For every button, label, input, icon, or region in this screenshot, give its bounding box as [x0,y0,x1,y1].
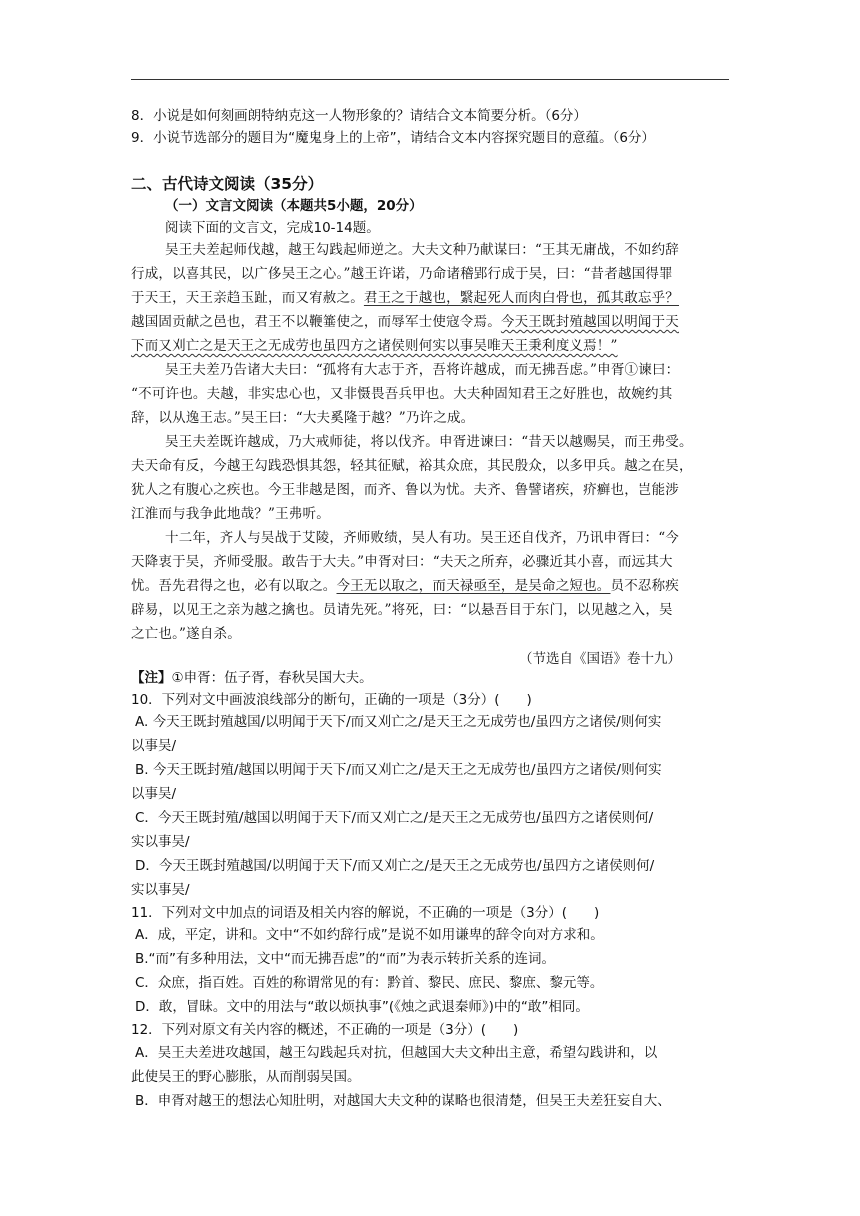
passage-p4-line5: 之亡也。”遂自杀。 [131,626,241,642]
q10-option-a-cont: 以事吴/ [131,738,177,754]
passage-p3-line1: 吴王夫差既许越成，乃大戒师徒，将以伐齐。申胥进谏曰：“昔天以越赐吴，而王弗受。 [165,434,693,450]
section-heading-classical: 二、古代诗文阅读（35分） [131,175,324,193]
question-11-stem: 11．下列对文中加点的词语及相关内容的解说，不正确的一项是（3分）( ) [131,905,600,921]
q12-option-b: B．申胥对越王的想法心知肚明，对越国大夫文种的谋略也很清楚，但吴王夫差狂妄自大、 [135,1093,671,1109]
passage-p3-line2: 夫天命有反，今越王勾践恐惧其怨，轻其征赋，裕其众庶，其民殷众，以多甲兵。越之在吴， [131,458,693,474]
q10-option-d-cont: 实以事吴/ [131,882,190,898]
q11-option-a: A．成，平定，讲和。文中“不如约辞行成”是说不如用谦卑的辞令向对方求和。 [135,927,604,943]
q10-option-b-cont: 以事吴/ [131,786,177,802]
q11-option-b: B.“而”有多种用法，文中“而无拂吾虑”的“而”为表示转折关系的连词。 [135,951,556,967]
passage-p3-line4: 江淮而与我争此地哉？”王弗听。 [131,506,330,522]
q10-option-c: C．今天王既封殖/越国以明闻于天下/而又刈亡之/是天王之无成劳也/虽四方之诸侯则何/ [135,810,654,826]
passage-p1-line1: 吴王夫差起师伐越，越王勾践起师逆之。大夫文种乃献谋曰：“王其无庸战，不如约辞 [165,242,680,258]
passage-p1-line4-text: 越国固贡献之邑也，君王不以鞭箠使之，而辱军士使寇令焉。 [131,314,501,330]
wavy-underlined-sentence-end: 下而又刈亡之是天王之无成劳也虽四方之诸侯则何实以事吴唯天王秉利度义焉！” [131,338,618,354]
q10-option-d: D．今天王既封殖越国/以明闻于天下/而又刈亡之/是天王之无成劳也/虽四方之诸侯则何/ [135,858,655,874]
question-9: 9．小说节选部分的题目为“魔鬼身上的上帝”，请结合文本内容探究题目的意蕴。（6分） [131,130,655,146]
passage-p1-line3 [131,288,679,308]
footnote-label: 【注】 [131,670,172,686]
underlined-sentence-1: 君王之于越也，繄起死人而肉白骨也，孤其敢忘乎？ [363,290,680,306]
reading-instruction: 阅读下面的文言文，完成10-14题。 [165,220,380,236]
q10-option-a: A. 今天王既封殖越国/以明闻于天下/而又刈亡之/是天王之无成劳也/虽四方之诸侯/则何实 [135,714,662,730]
passage-p2-line3: 辞，以从逸王志。”吴王曰：“大夫奚隆于越？”乃许之成。 [131,410,475,426]
q12-option-a: A．吴王夫差进攻越国，越王勾践起兵对抗，但越国大夫文种出主意，希望勾践讲和，以 [135,1045,658,1061]
passage-p1-line4 [131,312,679,332]
passage-p2-line1: 吴王夫差乃告诸大夫曰：“孤将有大志于齐，吾将许越成，而无拂吾虑。”申胥①谏曰： [165,362,680,378]
passage-p4-line1: 十二年，齐人与吴战于艾陵，齐师败绩，吴人有功。吴王还自伐齐，乃讯申胥曰：“今 [165,530,680,546]
subsection-heading-wenyan: （一）文言文阅读（本题共5小题，20分） [165,198,423,214]
q12-option-a-cont: 此使吴王的野心膨胀，从而削弱吴国。 [131,1069,361,1085]
passage-p4-line2: 天降衷于吴，齐师受服。敢告于大夫。”申胥对曰：“夫天之所弃，必骤近其小喜，而远其大 [131,554,673,570]
passage-p4-line3 [131,576,679,596]
passage-p1-line5 [131,336,618,356]
passage-p2-line2: “不可许也。夫越，非实忠心也，又非慑畏吾兵甲也。大夫种固知君王之好胜也，故婉约其 [131,386,673,402]
footnote-text: ①申胥：伍子胥，春秋吴国大夫。 [171,670,373,686]
footnote [131,668,373,688]
question-8: 8．小说是如何刻画朗特纳克这一人物形象的？请结合文本简要分析。（6分） [131,108,587,124]
passage-p1-line3-text: 于天王，天王亲趋玉趾，而又宥赦之。 [131,290,364,306]
q10-option-c-cont: 实以事吴/ [131,834,190,850]
passage-p1-line2: 行成，以喜其民，以广侈吴王之心。”越王许诺，乃命诸稽郢行成于吴，曰：“昔者越国得罪 [131,266,673,282]
passage-p4-line4: 辟易，以见王之亲为越之擒也。员请先死。”将死，曰：“以悬吾目于东门，以见越之入，吴 [131,602,673,618]
wavy-underlined-sentence-start: 今天王既封殖越国以明闻于天 [500,314,680,330]
header-rule [131,79,729,80]
underlined-sentence-2: 今王无以取之，而天禄亟至，是吴命之短也。 [336,578,611,594]
passage-p3-line3: 犹人之有腹心之疾也。今王非越是图，而齐、鲁以为忧。夫齐、鲁譬诸疾，疥癣也，岂能涉 [131,482,679,498]
question-12-stem: 12．下列对原文有关内容的概述，不正确的一项是（3分）( ) [131,1022,519,1038]
q11-option-c: C．众庶，指百姓。百姓的称谓常见的有：黔首、黎民、庶民、黎庶、黎元等。 [135,975,604,991]
passage-source: （节选自《国语》卷十九） [519,651,681,667]
q11-option-d: D．敢，冒昧。文中的用法与“敢以烦执事”(《烛之武退秦师》)中的“敢”相同。 [135,999,589,1015]
passage-p4-line3-text: 忧。吾先君得之也，必有以取之。 [131,578,337,594]
question-10-stem: 10．下列对文中画波浪线部分的断句，正确的一项是（3分）( ) [131,692,532,708]
q10-option-b: B. 今天王既封殖/越国以明闻于天下/而又刈亡之/是天王之无成劳也/虽四方之诸侯/则何实 [135,762,662,778]
passage-p4-line3-tail: 员不忍称疾 [610,578,679,594]
